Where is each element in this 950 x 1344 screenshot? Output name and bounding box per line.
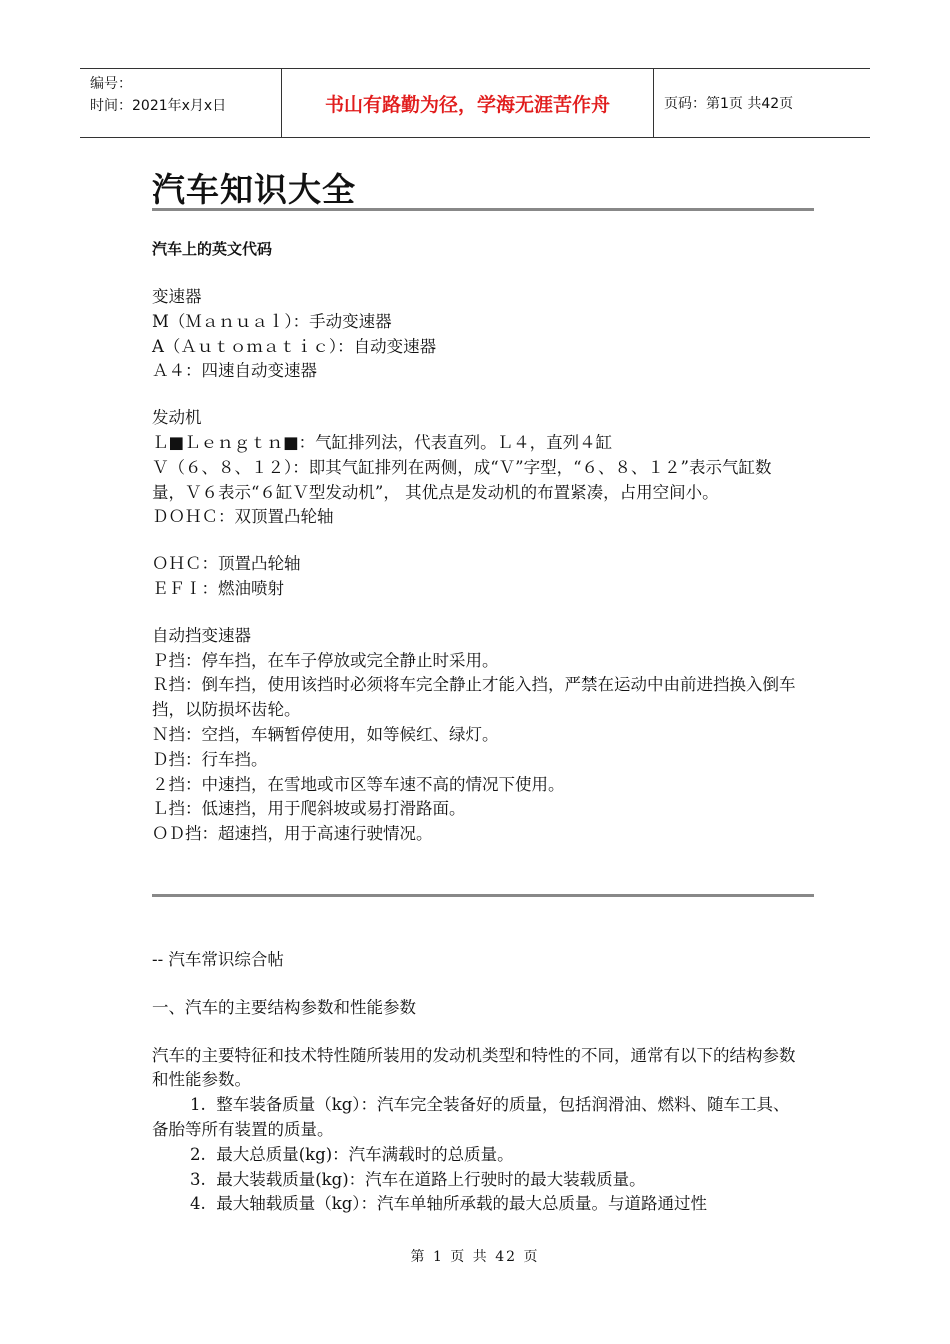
section-divider (152, 894, 814, 897)
camshaft-group (152, 552, 802, 602)
text-line: Ｒ挡：倒车挡，使用该挡时必须将车完全静止才能入挡，严禁在运动中由前进挡换入倒车挡，以防损坏齿轮。 (152, 675, 796, 720)
english-codes-section (152, 236, 802, 869)
document-time-label: 时间：2021年x月x日 (90, 98, 227, 114)
list-item: 4. 最大轴载质量（kg）：汽车单轴所承载的最大总质量。与道路通过性 (190, 1194, 708, 1214)
text-line: 发动机 (152, 408, 202, 428)
text-line: 自动挡变速器 (152, 625, 251, 645)
text-line: Ｖ（６、８、１２）：即其气缸排列在两侧，成“Ｖ”字型，“６、８、１２”表示气缸数量，Ｖ６表示“６缸Ｖ型发动机”， 其优点是发动机的布置紧凑，占用空间小。 (152, 457, 772, 502)
list-item: 3. 最大装载质量(kg)：汽车在道路上行驶时的最大装载质量。 (190, 1169, 646, 1189)
text-line: Ｐ挡：停车挡，在车子停放或完全静止时采用。 (152, 650, 499, 670)
header-page-info: 页码：第1页 共42页 (664, 96, 794, 112)
page-header (80, 68, 870, 138)
text-line: ＥＦＩ：燃油喷射 (152, 578, 284, 598)
text-line: Ａ４：四速自动变速器 (152, 361, 317, 381)
automatic-gear-group (152, 624, 802, 847)
list-item: 2. 最大总质量(kg)：汽车满载时的总质量。 (190, 1144, 514, 1164)
text-line: Ｎ挡：空挡，车辆暂停使用，如等候红、绿灯。 (152, 724, 499, 744)
engine-group (152, 406, 802, 530)
general-knowledge-section (152, 948, 802, 1217)
text-line: M（Ｍａｎｕａｌ）：手动变速器 (152, 311, 392, 331)
text-line: ＯＨＣ：顶置凸轮轴 (152, 554, 301, 574)
text-line: ２挡：中速挡，在雪地或市区等车速不高的情况下使用。 (152, 774, 565, 794)
text-line: A（Ａｕｔｏｍａｔｉｃ）：自动变速器 (152, 336, 437, 356)
header-motto: 书山有路勤为径，学海无涯苦作舟 (282, 69, 654, 137)
transmission-group (152, 285, 802, 384)
section-subtitle: 汽车上的英文代码 (152, 240, 273, 258)
document-title: 汽车知识大全 (152, 170, 356, 209)
text-line: Ｌ挡：低速挡，用于爬斜坡或易打滑路面。 (152, 799, 466, 819)
text-line: ＤＯＨＣ：双顶置凸轮轴 (152, 507, 334, 527)
section-heading: 一、汽车的主要结构参数和性能参数 (152, 997, 416, 1017)
text-line: Ｄ挡：行车挡。 (152, 749, 268, 769)
list-item: 1. 整车装备质量（kg）：汽车完全装备好的质量，包括润滑油、燃料、随车工具、备胎等所有装置的质量。 (152, 1095, 790, 1139)
text-line: ＯＤ挡：超速挡，用于高速行驶情况。 (152, 824, 433, 844)
post-title: -- 汽车常识综合帖 (152, 950, 284, 969)
header-meta (80, 69, 282, 137)
text-line: Ｌ■Ｌｅｎｇｔｎ■：气缸排列法，代表直列。Ｌ４，直列４缸 (152, 432, 613, 452)
title-divider (152, 208, 814, 211)
text-line: 变速器 (152, 287, 202, 306)
document-number-label: 编号： (90, 76, 132, 92)
intro-paragraph: 汽车的主要特征和技术特性随所装用的发动机类型和特性的不同，通常有以下的结构参数和性能参数。 (152, 1045, 796, 1090)
page-footer: 第 1 页 共 42 页 (410, 1249, 540, 1265)
